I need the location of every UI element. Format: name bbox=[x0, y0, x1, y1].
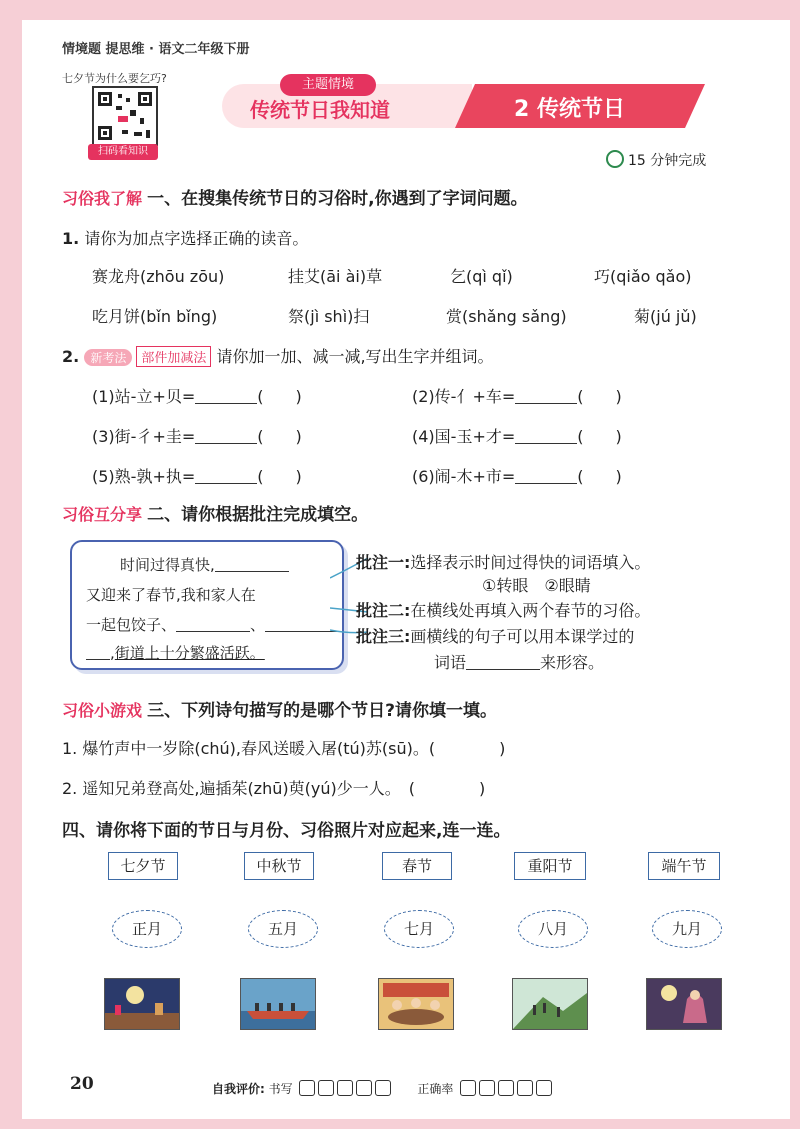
pinyin-choice-2[interactable]: 挂艾(āi ài)草 bbox=[288, 267, 383, 286]
book-title: 情境题 提思维 · 语文二年级下册 bbox=[62, 42, 250, 57]
bubble-line-3: 一起包饺子、 、 bbox=[86, 614, 339, 635]
pinyin-choice-4[interactable]: 巧(qiǎo qǎo) bbox=[594, 267, 692, 286]
char-item-3 bbox=[92, 424, 302, 447]
answer-blank[interactable] bbox=[195, 389, 257, 404]
q1-label: 1. bbox=[62, 229, 80, 248]
char-item-5 bbox=[92, 464, 302, 487]
q1-text: 请你为加点字选择正确的读音。 bbox=[84, 229, 309, 248]
bubble-line-4: ,街道上十分繁盛活跃。 bbox=[86, 642, 265, 663]
thumb-icon[interactable] bbox=[536, 1080, 552, 1096]
note-1: 批注一:选择表示时间过得快的词语填入。 bbox=[356, 553, 651, 572]
answer-blank[interactable] bbox=[515, 389, 577, 404]
note-3: 批注三:画横线的句子可以用本课学过的 bbox=[356, 627, 635, 646]
word-paren[interactable]: ( ) bbox=[577, 427, 622, 446]
qr-label: 扫码看知识 bbox=[88, 144, 158, 160]
photo-dragon-boat[interactable] bbox=[240, 978, 316, 1030]
section-tag-1: 习俗我了解 bbox=[62, 189, 143, 208]
pinyin-choice-7[interactable]: 赏(shǎng sǎng) bbox=[446, 307, 567, 326]
word-paren[interactable]: ( ) bbox=[577, 467, 622, 486]
poem-question-1[interactable]: 1. 爆竹声中一岁除(chú),春风送暖入屠(tú)苏(sū)。( ) bbox=[62, 739, 506, 758]
char-item-text: (4)国-玉+才= bbox=[412, 427, 516, 446]
word-paren[interactable]: ( ) bbox=[257, 427, 302, 446]
answer-blank[interactable] bbox=[515, 469, 577, 484]
char-item-1 bbox=[92, 384, 302, 407]
thumb-icon[interactable] bbox=[299, 1080, 315, 1096]
answer-blank[interactable] bbox=[215, 557, 289, 572]
part1-heading: 一、在搜集传统节日的习俗时,你遇到了字词问题。 bbox=[147, 189, 528, 209]
method-tag: 部件加减法 bbox=[136, 346, 211, 367]
char-item-text: (6)闹-木+市= bbox=[412, 467, 516, 486]
section-tag-3: 习俗小游戏 bbox=[62, 701, 143, 720]
pinyin-choice-5[interactable]: 吃月饼(bǐn bǐng) bbox=[92, 307, 218, 326]
answer-blank[interactable] bbox=[195, 429, 257, 444]
pinyin-choice-6[interactable]: 祭(jì shì)扫 bbox=[288, 307, 370, 326]
char-item-2 bbox=[412, 384, 622, 407]
festival-box[interactable]: 七夕节 bbox=[108, 852, 178, 880]
thumb-icon[interactable] bbox=[356, 1080, 372, 1096]
page-frame-bottom bbox=[0, 1119, 800, 1129]
answer-blank[interactable] bbox=[265, 617, 339, 632]
pinyin-choice-8[interactable]: 菊(jú jǔ) bbox=[634, 307, 697, 326]
char-item-text: (5)熟-孰+执= bbox=[92, 467, 196, 486]
char-item-text: (3)街-彳+圭= bbox=[92, 427, 196, 446]
page-frame-left bbox=[0, 0, 22, 1129]
pinyin-choice-3[interactable]: 乞(qì qǐ) bbox=[450, 267, 513, 286]
photo-weaving-girl[interactable] bbox=[646, 978, 722, 1030]
thumb-icon[interactable] bbox=[375, 1080, 391, 1096]
month-bubble[interactable]: 五月 bbox=[248, 910, 318, 948]
answer-blank[interactable] bbox=[86, 645, 110, 660]
pinyin-choice-1[interactable]: 赛龙舟(zhōu zōu) bbox=[92, 267, 225, 286]
month-bubble[interactable]: 八月 bbox=[518, 910, 588, 948]
thumb-icon[interactable] bbox=[498, 1080, 514, 1096]
q2-text: 请你加一加、减一减,写出生字并组词。 bbox=[216, 347, 494, 366]
note-3-line2: 词语 来形容。 bbox=[434, 653, 605, 672]
qr-question: 七夕节为什么要乞巧? bbox=[62, 72, 167, 85]
section-tag-2: 习俗互分享 bbox=[62, 505, 143, 524]
answer-blank[interactable] bbox=[466, 655, 540, 670]
note-1-options[interactable]: ①转眼 ②眼睛 bbox=[482, 576, 591, 595]
word-paren[interactable]: ( ) bbox=[257, 387, 302, 406]
thumb-icon[interactable] bbox=[318, 1080, 334, 1096]
photo-moon-festival[interactable] bbox=[104, 978, 180, 1030]
thumb-icon[interactable] bbox=[337, 1080, 353, 1096]
self-evaluation: 自我评价: 书写 正确率 bbox=[212, 1080, 552, 1097]
festival-box[interactable]: 中秋节 bbox=[244, 852, 314, 880]
page-frame-top bbox=[0, 0, 800, 20]
festival-box[interactable]: 重阳节 bbox=[514, 852, 586, 880]
note-2: 批注二:在横线处再填入两个春节的习俗。 bbox=[356, 601, 651, 620]
part2-heading: 二、请你根据批注完成填空。 bbox=[147, 505, 369, 525]
bubble-line-1: 时间过得真快, bbox=[120, 554, 289, 575]
part2-heading-row bbox=[62, 500, 368, 525]
theme-tag: 主题情境 bbox=[280, 74, 376, 96]
clock-icon bbox=[606, 150, 624, 168]
answer-blank[interactable] bbox=[515, 429, 577, 444]
q2-row bbox=[62, 344, 494, 367]
thumb-icon[interactable] bbox=[517, 1080, 533, 1096]
answer-blank[interactable] bbox=[195, 469, 257, 484]
theme-title: 传统节日我知道 bbox=[250, 98, 390, 122]
part3-heading-row bbox=[62, 696, 497, 721]
part1-heading-row bbox=[62, 184, 528, 209]
diary-bubble bbox=[70, 540, 344, 670]
char-item-text: (1)站-立+贝= bbox=[92, 387, 196, 406]
month-bubble[interactable]: 七月 bbox=[384, 910, 454, 948]
qr-code-icon[interactable] bbox=[92, 86, 158, 146]
thumb-icon[interactable] bbox=[479, 1080, 495, 1096]
q1-row bbox=[62, 226, 308, 249]
answer-blank[interactable] bbox=[176, 617, 250, 632]
word-paren[interactable]: ( ) bbox=[257, 467, 302, 486]
thumb-icon[interactable] bbox=[460, 1080, 476, 1096]
month-bubble[interactable]: 正月 bbox=[112, 910, 182, 948]
char-item-text: (2)传-亻+车= bbox=[412, 387, 516, 406]
festival-box[interactable]: 春节 bbox=[382, 852, 452, 880]
photo-family-dinner[interactable] bbox=[378, 978, 454, 1030]
photo-mountain-climbing[interactable] bbox=[512, 978, 588, 1030]
page-number: 20 bbox=[70, 1074, 94, 1094]
char-item-6 bbox=[412, 464, 622, 487]
festival-box[interactable]: 端午节 bbox=[648, 852, 720, 880]
timer bbox=[606, 150, 706, 170]
timer-text: 15 分钟完成 bbox=[628, 153, 707, 169]
poem-question-2[interactable]: 2. 遥知兄弟登高处,遍插茱(zhū)萸(yú)少一人。 ( ) bbox=[62, 779, 486, 798]
bubble-line-2: 又迎来了春节,我和家人在 bbox=[86, 586, 256, 604]
new-method-tag: 新考法 bbox=[84, 349, 132, 366]
char-item-4 bbox=[412, 424, 622, 447]
lesson-title: 2 传统节日 bbox=[514, 97, 625, 122]
word-paren[interactable]: ( ) bbox=[577, 387, 622, 406]
q2-label: 2. bbox=[62, 347, 80, 366]
month-bubble[interactable]: 九月 bbox=[652, 910, 722, 948]
part3-heading: 三、下列诗句描写的是哪个节日?请你填一填。 bbox=[147, 701, 497, 721]
page-frame-right bbox=[790, 0, 800, 1129]
part4-heading: 四、请你将下面的节日与月份、习俗照片对应起来,连一连。 bbox=[62, 821, 511, 841]
